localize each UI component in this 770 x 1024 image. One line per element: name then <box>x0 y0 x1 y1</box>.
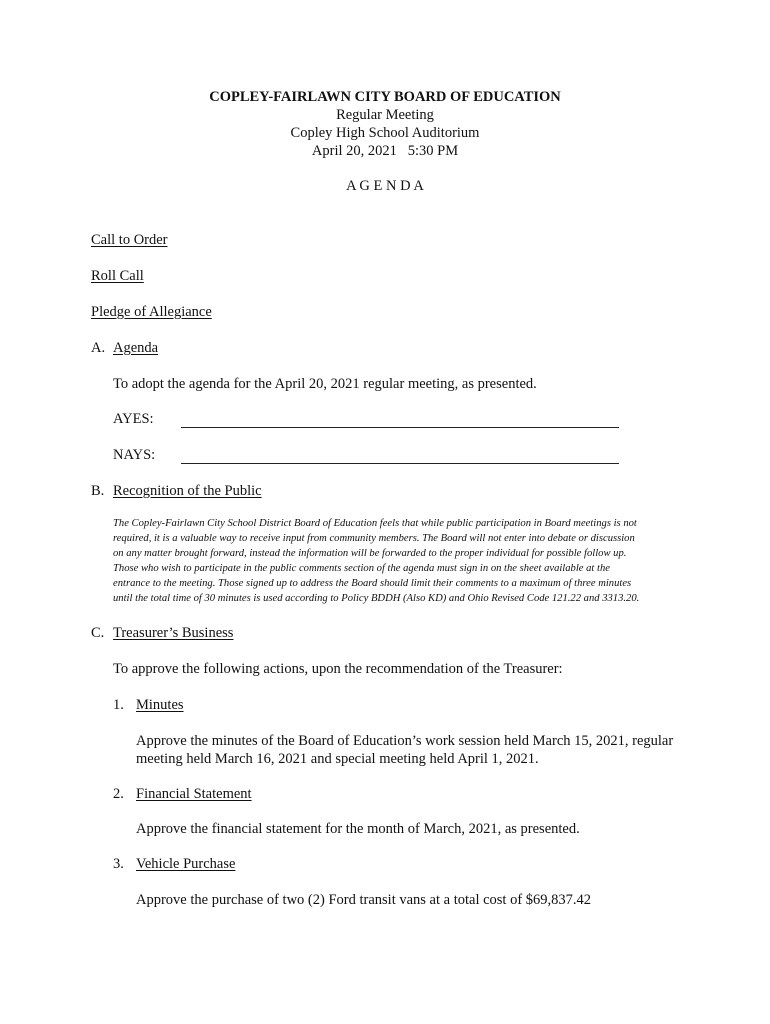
section-b-letter: B. <box>91 483 105 499</box>
item-1-text: Approve the minutes of the Board of Education’s work session held March 15, 2021, regular meeting held March 16, 2021 and special meeting held April 1, 2021. <box>136 733 674 767</box>
nays-signature-line <box>181 447 619 464</box>
section-a-heading: Agenda <box>113 340 159 356</box>
item-1-heading: Minutes <box>136 697 184 713</box>
item-2-number: 2. <box>113 786 124 802</box>
section-c-heading: Treasurer’s Business <box>113 625 234 641</box>
section-c-letter: C. <box>91 625 105 641</box>
section-c-intro: To approve the following actions, upon the recommendation of the Treasurer: <box>113 661 563 677</box>
statement-line: Those who wish to participate in the public comments section of the agenda must sign in on the sheet available at the <box>113 563 610 574</box>
meeting-datetime: April 20, 2021 5:30 PM <box>311 143 459 159</box>
statement-line: The Copley-Fairlawn City School District Board of Education feels that while public participation in Board meetings is not <box>113 518 637 529</box>
item-1-number: 1. <box>113 697 124 713</box>
meeting-location: Copley High School Auditorium <box>290 125 480 141</box>
statement-line: required, it is a valuable way to receive input from community members. The Board will not enter into debate or discussion <box>113 533 635 544</box>
nays-label: NAYS: <box>113 447 156 463</box>
agenda-heading: A G E N D A <box>346 178 424 194</box>
section-b-heading: Recognition of the Public <box>113 483 262 499</box>
pledge-of-allegiance: Pledge of Allegiance <box>91 304 212 320</box>
statement-line: on any matter brought forward, instead the information will be forwarded to the proper individual for possible follow up. <box>113 548 627 559</box>
section-a-motion: To adopt the agenda for the April 20, 2021 regular meeting, as presented. <box>113 376 537 392</box>
section-a-letter: A. <box>91 340 106 356</box>
meeting-type: Regular Meeting <box>336 107 434 123</box>
statement-line: entrance to the meeting. Those signed up to address the Board should limit their comments to a maximum of three minutes <box>113 578 632 589</box>
item-3-heading: Vehicle Purchase <box>136 856 236 872</box>
ayes-label: AYES: <box>113 411 154 427</box>
ayes-signature-line <box>181 411 619 428</box>
statement-line: until the total time of 30 minutes is used according to Policy BDDH (Also KD) and Ohio Revised Code 121.22 and 3313.20. <box>113 593 640 604</box>
item-2-heading: Financial Statement <box>136 786 252 802</box>
document-title: COPLEY-FAIRLAWN CITY BOARD OF EDUCATION <box>209 89 561 105</box>
call-to-order: Call to Order <box>91 232 168 248</box>
roll-call: Roll Call <box>91 268 144 284</box>
item-3-text: Approve the purchase of two (2) Ford transit vans at a total cost of $69,837.42 <box>136 892 592 908</box>
item-3-number: 3. <box>113 856 124 872</box>
item-2-text: Approve the financial statement for the month of March, 2021, as presented. <box>136 821 580 837</box>
public-participation-statement <box>113 516 733 606</box>
